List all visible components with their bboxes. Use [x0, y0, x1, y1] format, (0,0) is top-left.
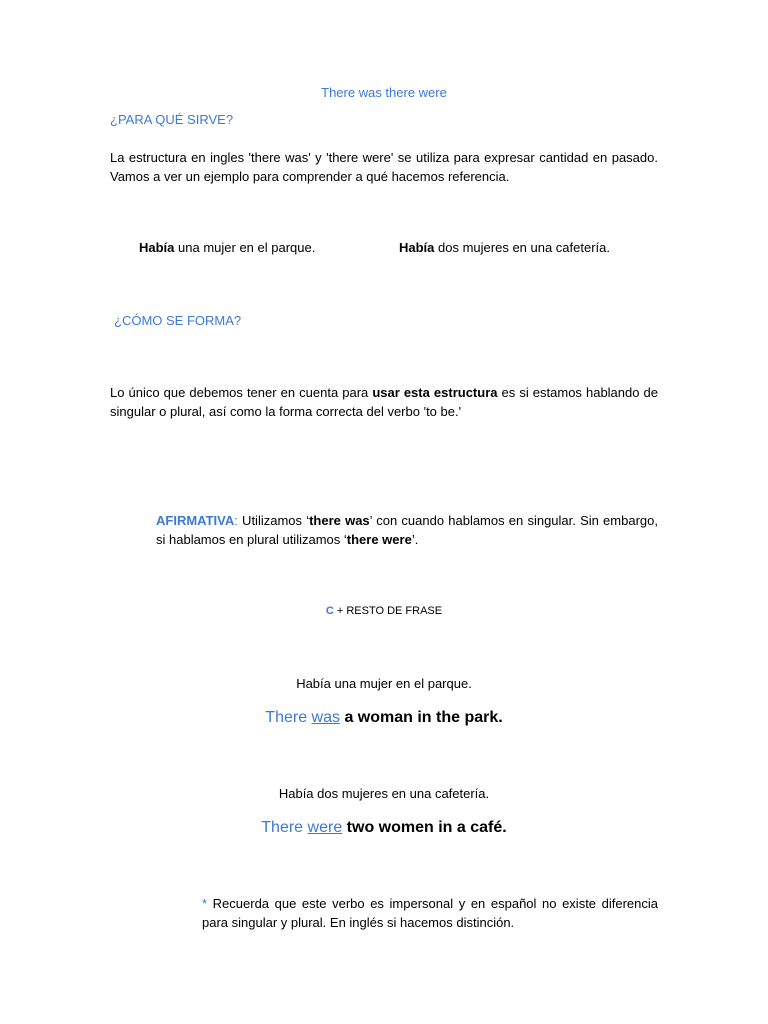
note-paragraph: [202, 894, 658, 932]
example-verb: Había: [139, 240, 175, 255]
there-word: There: [265, 709, 308, 726]
example-verb: Había: [399, 240, 435, 255]
there-were-bold: there were: [346, 532, 412, 547]
there-word: There: [261, 819, 304, 836]
sentence-1-es: Había una mujer en el parque.: [296, 676, 472, 691]
structure-text-2: es si estamos hablando de singular o plural, así como la forma correcta del verbo 'to be.': [110, 385, 658, 419]
intro-paragraph: La estructura en ingles 'there was' y 'there were' se utiliza para expresar cantidad en pasado. Vamos a ver un ejemplo para comprender a qué hacemos referencia.: [110, 150, 658, 184]
verb-word: were: [307, 819, 343, 836]
structure-text-1: Lo único que debemos tener en cuenta para: [110, 385, 373, 400]
example-singular-es: [139, 240, 315, 255]
page-title: There was there were: [321, 85, 447, 100]
formula-c: C: [325, 605, 334, 617]
afirmativa-colon: :: [234, 513, 238, 528]
afirmativa-text-3: ’.: [411, 532, 419, 547]
formula-rest: + RESTO DE FRASE: [333, 605, 443, 617]
structure-bold: usar esta estructura: [372, 385, 498, 400]
note-asterisk: *: [202, 896, 208, 911]
formula: [0, 605, 768, 617]
note-text: Recuerda que este verbo es impersonal y en español no existe diferencia para singular y plural. En inglés si hacemos distinción.: [202, 896, 658, 930]
sentence-2-es: Había dos mujeres en una cafetería.: [278, 786, 490, 801]
afirmativa-paragraph: [156, 511, 658, 549]
afirmativa-text-1: Utilizamos ‘: [237, 513, 310, 528]
example-rest: una mujer en el parque.: [174, 240, 316, 255]
sentence-1-en: [0, 709, 768, 727]
sentence-rest: two women in a café.: [342, 819, 507, 836]
sentence-2-en: [0, 819, 768, 837]
example-rest: dos mujeres en una cafetería.: [434, 240, 611, 255]
there-was-bold: there was: [309, 513, 370, 528]
heading-para-que-sirve: ¿PARA QUÉ SIRVE?: [110, 112, 234, 127]
verb-word: was: [311, 709, 340, 726]
afirmativa-text-2: ’ con cuando hablamos en singular. Sin embargo, si hablamos en plural utilizamos ‘: [156, 513, 658, 547]
example-plural-es: [399, 240, 610, 255]
afirmativa-label: AFIRMATIVA: [156, 513, 235, 528]
sentence-rest: a woman in the park.: [340, 709, 503, 726]
heading-como-se-forma: ¿CÓMO SE FORMA?: [114, 313, 242, 328]
structure-paragraph: [110, 383, 658, 421]
